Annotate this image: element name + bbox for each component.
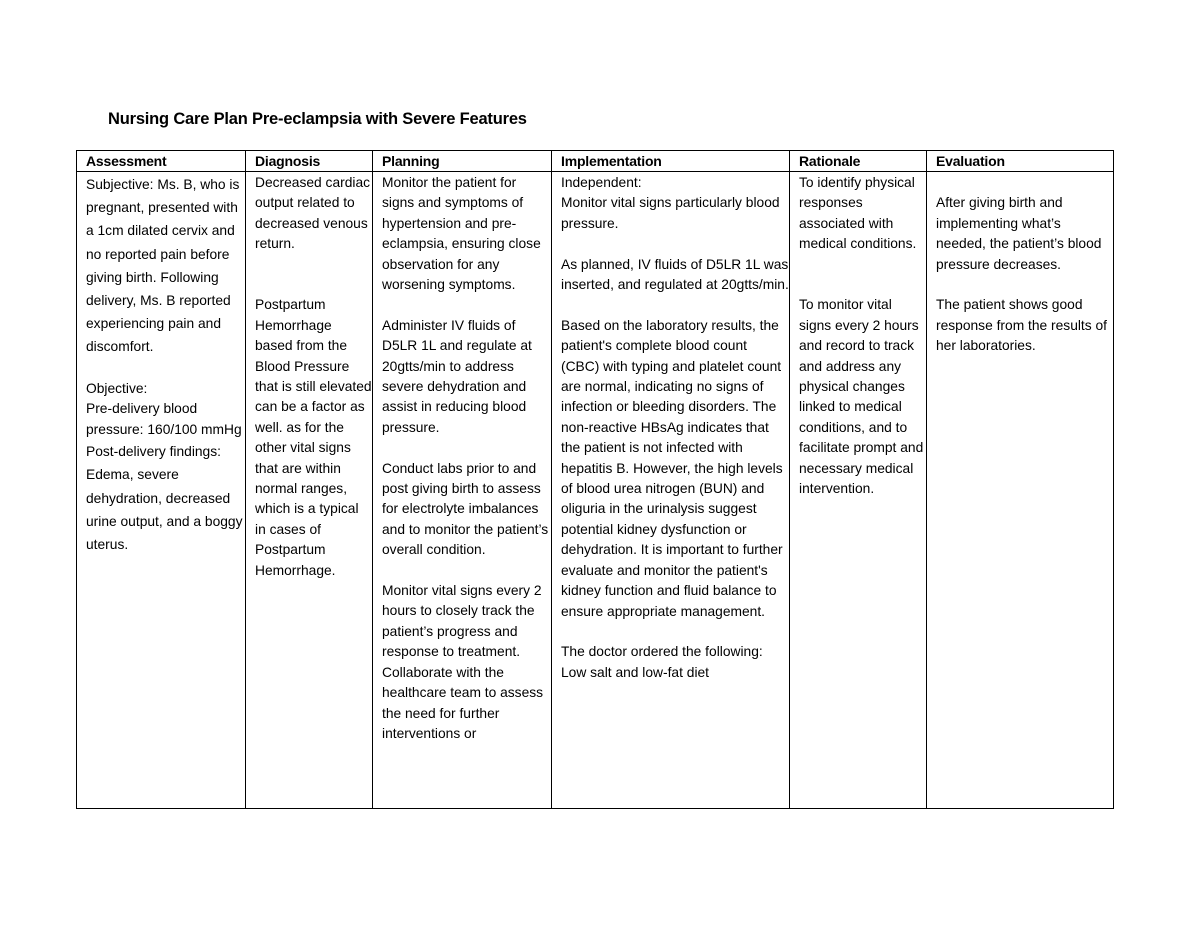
rationale-cell <box>790 172 927 809</box>
header-implementation: Implementation <box>552 151 790 172</box>
header-evaluation: Evaluation <box>927 151 1114 172</box>
rationale-item: To monitor vital signs every 2 hours and record to track and address any physical changes linked to medical conditions, and to facilitate prompt and necessary medical intervention. <box>799 297 924 497</box>
diagnosis-cell <box>246 172 373 809</box>
header-diagnosis: Diagnosis <box>246 151 373 172</box>
evaluation-item: The patient shows good response from the results of her laboratories. <box>936 297 1108 354</box>
planning-item: Monitor the patient for signs and symptoms of hypertension and pre-eclampsia, ensuring close observation for any worsening symptoms. <box>382 175 541 293</box>
evaluation-item: After giving birth and implementing what’s needed, the patient’s blood pressure decreases. <box>936 195 1102 272</box>
table-row <box>77 172 1114 809</box>
implementation-item: Based on the laboratory results, the patient's complete blood count (CBC) with typing and platelet count are normal, indicating no signs of infection or bleeding disorders. The non-reactive HBsAg indicates that the patient is not infected with hepatitis B. However, the high levels of blood urea nitrogen (BUN) and oliguria in the urinalysis suggest potential kidney dysfunction or dehydration. It is important to further evaluate and monitor the patient's kidney function and fluid balance to ensure appropriate management. <box>561 317 783 619</box>
implementation-item: As planned, IV fluids of D5LR 1L was inserted, and regulated at 20gtts/min. <box>561 256 789 293</box>
assessment-objective-bp: Pre-delivery blood pressure: 160/100 mmHg <box>86 401 242 437</box>
header-rationale: Rationale <box>790 151 927 172</box>
table-header-row <box>77 151 1114 172</box>
header-planning: Planning <box>373 151 552 172</box>
care-plan-table <box>76 150 1114 809</box>
diagnosis-item: Decreased cardiac output related to decreased venous return. <box>255 175 371 252</box>
implementation-item: Low salt and low-fat diet <box>561 664 710 680</box>
planning-item: Administer IV fluids of D5LR 1L and regulate at 20gtts/min to address severe dehydration and assist in reducing blood pressure. <box>382 317 532 435</box>
diagnosis-item: Postpartum Hemorrhage based from the Blood Pressure that is still elevated can be a factor as well. as for the other vital signs that are within normal ranges, which is a typical in cases of Postpartum Hemorrhage. <box>255 297 372 578</box>
evaluation-cell <box>927 172 1114 809</box>
assessment-objective-label: Objective: <box>86 381 148 397</box>
assessment-subjective: Subjective: Ms. B, who is pregnant, presented with a 1cm dilated cervix and no reported pain before giving birth. Following delivery, Ms. B reported experiencing pain and discomfort. <box>86 177 240 355</box>
rationale-item: To identify physical responses associated with medical conditions. <box>799 175 917 252</box>
implementation-label: Independent: <box>561 175 642 190</box>
assessment-objective-findings: Post-delivery findings: Edema, severe dehydration, decreased urine output, and a boggy uterus. <box>86 444 243 553</box>
planning-item: Conduct labs prior to and post giving birth to assess for electrolyte imbalances and to monitor the patient’s overall condition. <box>382 460 549 558</box>
implementation-item: The doctor ordered the following: <box>561 644 763 660</box>
planning-item: Collaborate with the healthcare team to assess the need for further interventions or <box>382 664 544 741</box>
page-title: Nursing Care Plan Pre-eclampsia with Severe Features <box>108 110 527 128</box>
implementation-item: Monitor vital signs particularly blood pressure. <box>561 195 780 231</box>
assessment-cell <box>77 172 246 809</box>
header-assessment: Assessment <box>77 151 246 172</box>
implementation-cell <box>552 172 790 809</box>
planning-cell <box>373 172 552 809</box>
planning-item: Monitor vital signs every 2 hours to closely track the patient’s progress and response to treatment. <box>382 583 542 660</box>
